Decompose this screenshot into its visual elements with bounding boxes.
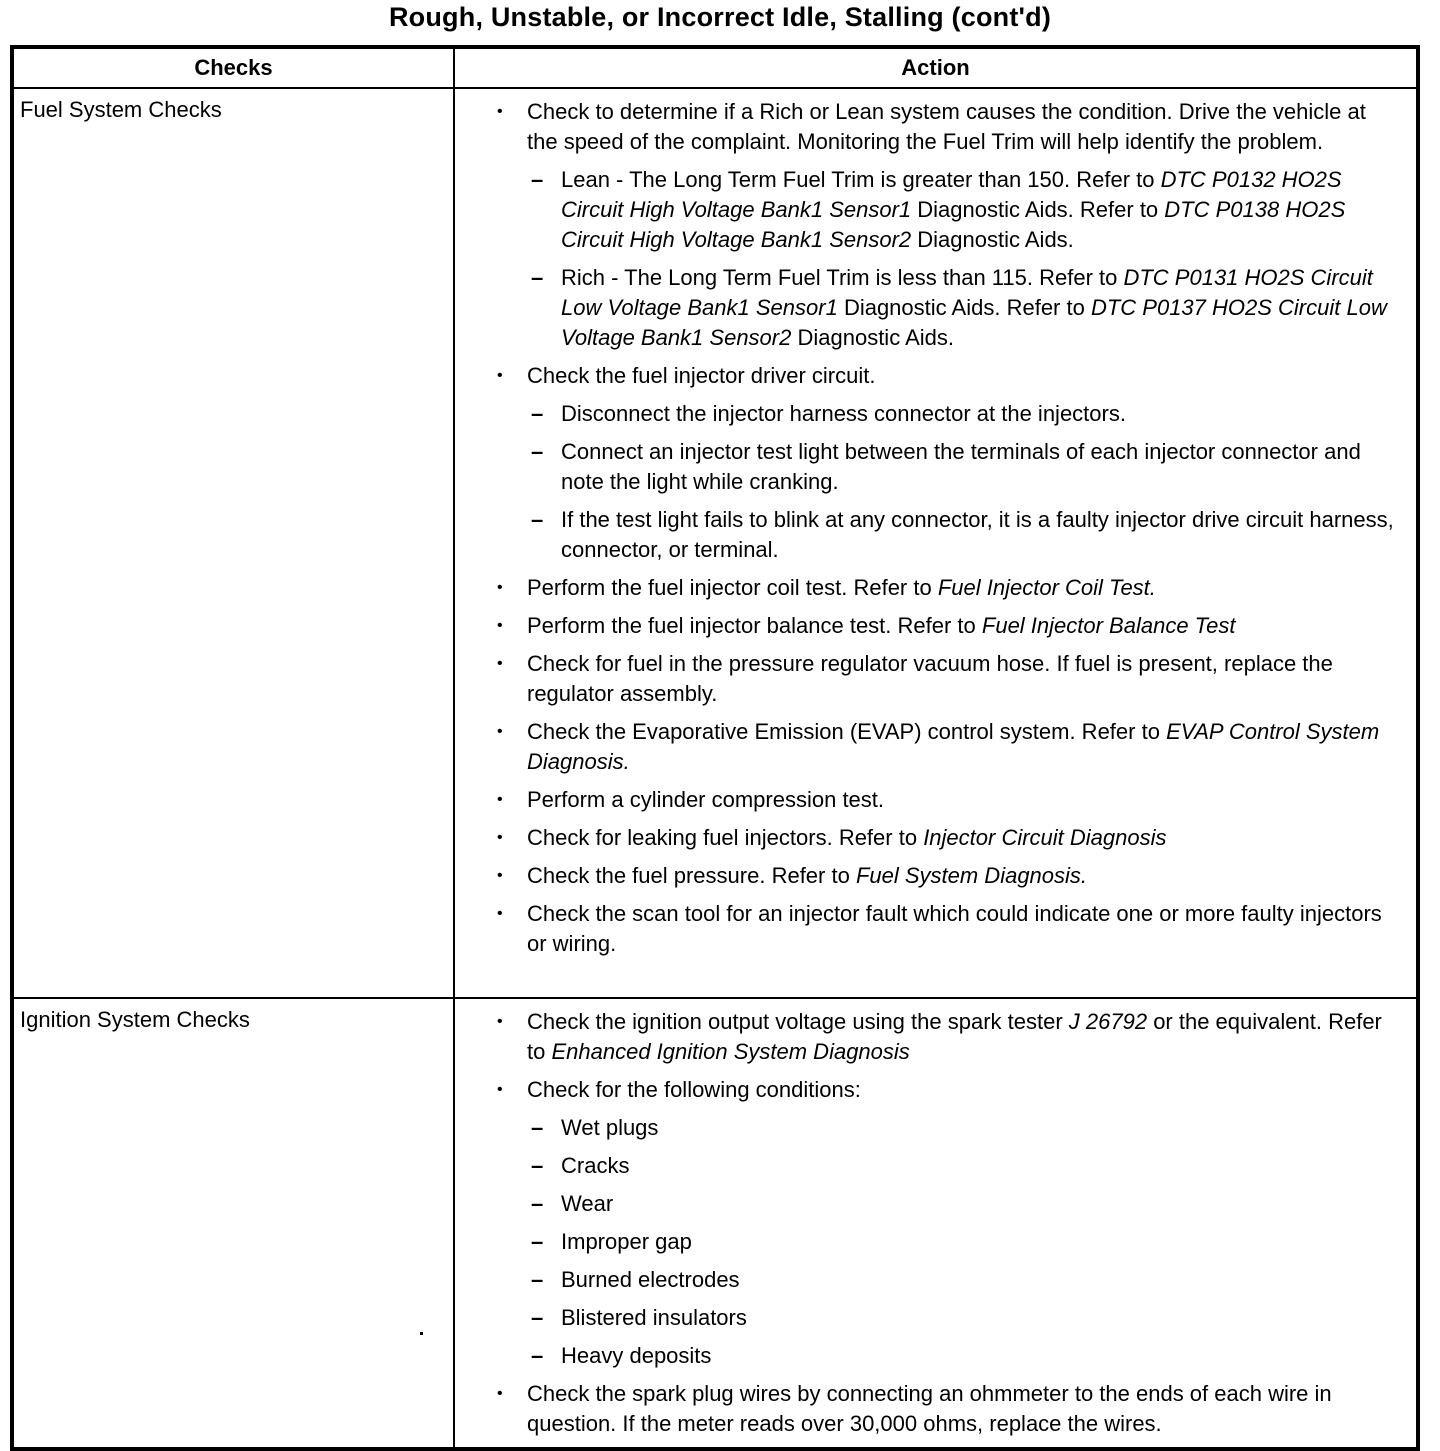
sub-item: – Burned electrodes [561,1265,1396,1295]
sub-item: – Improper gap [561,1227,1396,1257]
list-item: • Check for the following conditions: – Wet plugs – Cracks – Wear – Improper gap – Burned electrodes – Blistered insulators – Heavy deposits [527,1075,1396,1371]
list-item: • Check to determine if a Rich or Lean system causes the condition. Drive the vehicle at the speed of the complaint. Monitoring the Fuel Trim will help identify the problem. – Lean - The Long Term Fuel Trim is greater than 150. Refer to DTC P0132 HO2S Circuit High Voltage Bank1 Sensor1 Diagnostic Aids. Refer to DTC P0138 HO2S Circuit High Voltage Bank1 Sensor2 Diagnostic Aids. – Rich - The Long Term Fuel Trim is less than 115. Refer to DTC P0131 HO2S Circuit Low Voltage Bank1 Sensor1 Diagnostic Aids. Refer to DTC P0137 HO2S Circuit Low Voltage Bank1 Sensor2 Diagnostic Aids. [527,97,1396,353]
sub-item: – Wear [561,1189,1396,1219]
ignition-checks-label: Ignition System Checks [12,998,454,1449]
scan-speck [420,1332,423,1335]
table-row-ignition [12,998,1418,1449]
list-item: • Perform the fuel injector balance test. Refer to Fuel Injector Balance Test [527,611,1396,641]
sub-item: – Cracks [561,1151,1396,1181]
table-row-fuel [12,88,1418,998]
table-header-row [12,47,1418,88]
list-item: • Check the fuel injector driver circuit. – Disconnect the injector harness connector at the injectors. – Connect an injector test light between the terminals of each injector connector and note the light while cranking. – If the test light fails to blink at any connector, it is a faulty injector drive circuit harness, connector, or terminal. [527,361,1396,565]
ignition-actions [454,998,1418,1449]
list-item: • Check the fuel pressure. Refer to Fuel System Diagnosis. [527,861,1396,891]
list-item: • Perform the fuel injector coil test. Refer to Fuel Injector Coil Test. [527,573,1396,603]
diagnostic-table [10,45,1420,1451]
fuel-actions [454,88,1418,998]
page-title: Rough, Unstable, or Incorrect Idle, Stalling (cont'd) [388,2,1052,32]
fuel-checks-label: Fuel System Checks [12,88,454,998]
list-item: • Check for leaking fuel injectors. Refer to Injector Circuit Diagnosis [527,823,1396,853]
sub-item: – Disconnect the injector harness connector at the injectors. [561,399,1396,429]
list-item: • Check for fuel in the pressure regulator vacuum hose. If fuel is present, replace the regulator assembly. [527,649,1396,709]
sub-item: – Connect an injector test light between the terminals of each injector connector and note the light while cranking. [561,437,1396,497]
action-header: Action [454,47,1418,88]
sub-item: – Heavy deposits [561,1341,1396,1371]
list-item: • Check the scan tool for an injector fault which could indicate one or more faulty injectors or wiring. [527,899,1396,959]
checks-header: Checks [12,47,454,88]
sub-item: – Wet plugs [561,1113,1396,1143]
sub-item-lean: – Lean - The Long Term Fuel Trim is greater than 150. Refer to DTC P0132 HO2S Circuit High Voltage Bank1 Sensor1 Diagnostic Aids. Refer to DTC P0138 HO2S Circuit High Voltage Bank1 Sensor2 Diagnostic Aids. [561,165,1396,255]
list-item: • Check the ignition output voltage using the spark tester J 26792 or the equivalent. Refer to Enhanced Ignition System Diagnosis [527,1007,1396,1067]
sub-item-rich: – Rich - The Long Term Fuel Trim is less than 115. Refer to DTC P0131 HO2S Circuit Low Voltage Bank1 Sensor1 Diagnostic Aids. Refer to DTC P0137 HO2S Circuit Low Voltage Bank1 Sensor2 Diagnostic Aids. [561,263,1396,353]
sub-item: – Blistered insulators [561,1303,1396,1333]
sub-item: – If the test light fails to blink at any connector, it is a faulty injector drive circuit harness, connector, or terminal. [561,505,1396,565]
list-item: • Check the Evaporative Emission (EVAP) control system. Refer to EVAP Control System Diagnosis. [527,717,1396,777]
list-item: • Check the spark plug wires by connecting an ohmmeter to the ends of each wire in question. If the meter reads over 30,000 ohms, replace the wires. [527,1379,1396,1439]
list-item: • Perform a cylinder compression test. [527,785,1396,815]
